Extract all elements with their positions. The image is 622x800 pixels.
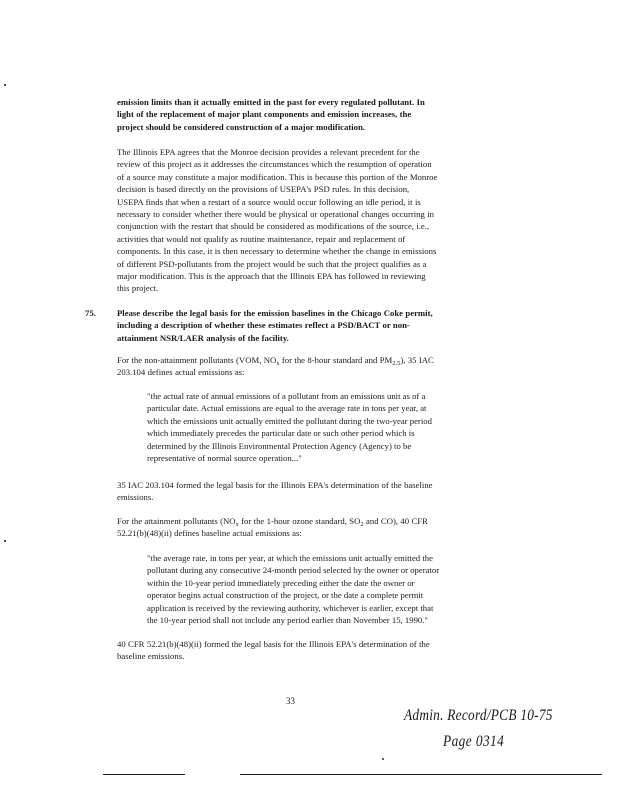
text-line <box>117 354 502 366</box>
text-line: 40 CFR 52.21(b)(48)(ii) formed the legal basis for the Illinois EPA's determination of the <box>117 639 430 649</box>
record-stamp-line2: Page 0314 <box>443 733 505 750</box>
text-line: operator begins actual construction of the project, or the date a complete permit <box>147 590 424 601</box>
text-line: which immediately precedes the particular date or such other period which is <box>147 428 415 439</box>
text-line: application is received by the reviewing authority, whichever is earlier, except that <box>147 602 434 613</box>
scan-margin-mark <box>4 84 6 86</box>
text-line <box>117 515 502 527</box>
scan-speck <box>382 758 384 760</box>
text-line: of different PSD-pollutants from the project would be such that the project qualifies as a <box>117 258 427 269</box>
cfr-basis-paragraph <box>117 638 502 663</box>
text-line: emission limits than it actually emitted in the past for every regulated pollutant. In <box>117 97 425 107</box>
text-run: for the 8-hour standard and PM <box>279 355 393 365</box>
text-line: the 10-year period shall not include any period earlier than November 15, 1990." <box>147 615 428 626</box>
text-run: for the 1-hour ozone standard, SO <box>238 516 361 526</box>
text-line: review of this project as it addresses the circumstances which the resumption of operation <box>117 159 432 170</box>
text-line: project should be considered construction of a major modification. <box>117 121 365 132</box>
text-line: components. In this case, it is then necessary to determine whether the change in emissions <box>117 246 437 257</box>
intro-paragraph <box>117 96 502 133</box>
text-line: pollutant during any consecutive 24-month period selected by the owner or operator <box>147 565 440 576</box>
subscript: 2.5 <box>392 360 401 367</box>
text-line: 52.21(b)(48)(ii) defines baseline actual emissions as: <box>117 528 302 539</box>
text-run: For the non-attainment pollutants (VOM, NO <box>117 355 277 365</box>
text-line: The Illinois EPA agrees that the Monroe decision provides a relevant precedent for the <box>117 147 420 157</box>
text-line: "the average rate, in tons per year, at which the emissions unit actually emitted the <box>147 553 433 563</box>
text-line: light of the replacement of major plant components and emission increases, the <box>117 109 412 120</box>
text-run: ), 35 IAC <box>400 355 434 365</box>
text-line: of a source may constitute a major modification. This is because this portion of the Monroe <box>117 171 438 182</box>
text-line: baseline emissions. <box>117 651 185 662</box>
text-run: For the attainment pollutants (NO <box>117 516 236 526</box>
monroe-paragraph <box>117 146 502 295</box>
text-line: "the actual rate of annual emissions of a pollutant from an emissions unit as of a <box>147 391 426 401</box>
text-line: 203.104 defines actual emissions as: <box>117 367 245 378</box>
subscript: x <box>235 521 239 528</box>
text-line: particular date. Actual emissions are equal to the average rate in tons per year, at <box>147 403 427 414</box>
text-line: this project. <box>117 283 159 294</box>
subscript: x <box>276 360 280 367</box>
text-line: activities that would not qualify as routine maintenance, repair and replacement of <box>117 233 406 244</box>
text-line: attainment NSR/LAER analysis of the facility. <box>117 332 289 343</box>
footer-rule-right <box>240 774 602 775</box>
nonattainment-paragraph <box>117 354 502 379</box>
text-line: representative of normal source operation..." <box>147 453 302 464</box>
text-line: decision is based directly on the provisions of USEPA's PSD rules. In this decision, <box>117 184 410 195</box>
subscript: 2 <box>360 521 364 528</box>
quote-actual-emissions <box>147 390 497 464</box>
iac-basis-paragraph <box>117 479 502 504</box>
quote-baseline-actual-emissions <box>147 552 497 626</box>
text-line: Please describe the legal basis for the emission baselines in the Chicago Coke permit, <box>117 308 433 318</box>
text-line: conjunction with the restart that should be considered as modifications of the source, i.e., <box>117 221 430 232</box>
text-line: necessary to consider whether there would be physical or operational changes occurring in <box>117 209 434 220</box>
text-line: determined by the Illinois Environmental Protection Agency (Agency) to be <box>147 440 412 451</box>
text-line: USEPA finds that when a restart of a source would occur following an idle period, it is <box>117 196 421 207</box>
record-stamp-line1: Admin. Record/PCB 10-75 <box>404 707 553 724</box>
text-line: major modification. This is the approach that the Illinois EPA has followed in reviewing <box>117 271 426 282</box>
scan-margin-mark <box>4 540 6 542</box>
text-run: and CO), 40 CFR <box>363 516 428 526</box>
question-number: 75. <box>85 308 96 318</box>
attainment-paragraph <box>117 515 502 540</box>
text-line: within the 10-year period immediately preceding either the date the owner or <box>147 577 415 588</box>
text-line: which the emissions unit actually emitted the pollutant during the two-year period <box>147 415 432 426</box>
text-line: including a description of whether these estimates reflect a PSD/BACT or non- <box>117 320 410 331</box>
question-75 <box>117 307 502 344</box>
page-number: 33 <box>286 696 295 706</box>
footer-rule-left <box>103 774 185 775</box>
text-line: emissions. <box>117 492 154 503</box>
text-line: 35 IAC 203.104 formed the legal basis for the Illinois EPA's determination of the baseline <box>117 480 433 490</box>
